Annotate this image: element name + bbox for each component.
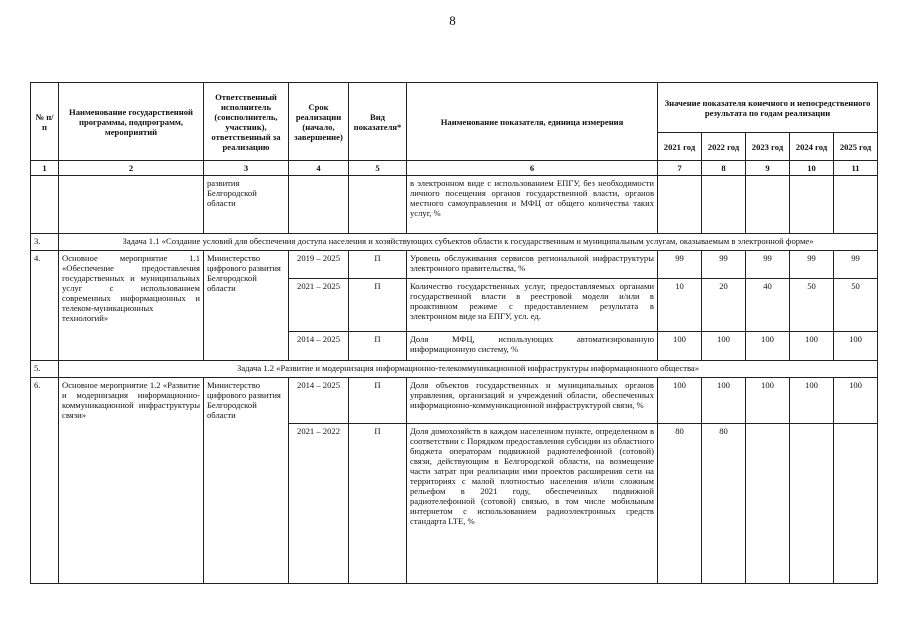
type-cell: П	[349, 251, 407, 279]
value-cell: 50	[834, 279, 878, 332]
value-cell: 40	[746, 279, 790, 332]
value-cell: 99	[658, 251, 702, 279]
type-cell: П	[349, 378, 407, 424]
column-number: 5	[349, 161, 407, 176]
term-cell: 2021 – 2025	[289, 279, 349, 332]
row-number: 5.	[31, 361, 59, 378]
value-cell: 99	[746, 251, 790, 279]
program-table	[30, 82, 878, 584]
header-name: Наименование государственной программы, подпрограмм, мероприятий	[59, 83, 204, 161]
value-cell: 50	[790, 279, 834, 332]
value-cell: 99	[702, 251, 746, 279]
indicator-cell: Уровень обслуживания сервисов региональной инфраструктуры электронного правительства, %	[407, 251, 658, 279]
value-cell: 100	[834, 378, 878, 424]
row-number: 3.	[31, 234, 59, 251]
row-number: 6.	[31, 378, 59, 584]
header-year: 2025 год	[834, 133, 878, 161]
value-cell: 100	[790, 332, 834, 361]
column-number: 2	[59, 161, 204, 176]
value-cell: 100	[702, 378, 746, 424]
column-number: 9	[746, 161, 790, 176]
activity-name: Основное мероприятие 1.1 «Обеспечение предоставления государственных и муниципальных услуг с использованием современных информационных и телеком-муникационных технологий»	[59, 251, 204, 361]
value-cell: 100	[702, 332, 746, 361]
value-cell	[834, 424, 878, 584]
task-row	[31, 234, 878, 251]
column-number: 11	[834, 161, 878, 176]
responsible-cell: развития Белгородской области	[204, 176, 289, 234]
value-cell: 80	[702, 424, 746, 584]
indicator-cell: Доля домохозяйств в каждом населенном пункте, определенном в соответствии с Порядком предоставления субсидии из областного бюджета операторам подвижной радиотелефонной (сотовой) связи, действующим в Белгородской области, на возмещение части затрат при реализации ими проектов расширения сети на территориях с малой плотностью населения и/или сложным рельефом в 2021 году, обеспеченных подвижной радиотелефонной (сотовой) связью, в том числе мобильным интернетом с использованием радиоэлектронных средств стандарта LTE, %	[407, 424, 658, 584]
responsible-cell: Министерство цифрового развития Белгородской области	[204, 251, 289, 361]
task-row	[31, 361, 878, 378]
indicator-cell: Доля объектов государственных и муниципальных органов управления, организаций и учреждений области, обеспеченных информационно-коммуникационной инфраструктурой связи, %	[407, 378, 658, 424]
value-cell: 100	[746, 332, 790, 361]
term-cell: 2021 – 2022	[289, 424, 349, 584]
column-number: 1	[31, 161, 59, 176]
type-cell: П	[349, 279, 407, 332]
responsible-cell: Министерство цифрового развития Белгородской области	[204, 378, 289, 584]
value-cell	[790, 424, 834, 584]
table-row	[31, 176, 878, 234]
value-cell: 100	[658, 332, 702, 361]
value-cell: 100	[746, 378, 790, 424]
value-cell: 80	[658, 424, 702, 584]
value-cell: 10	[658, 279, 702, 332]
header-indicator: Наименование показателя, единица измерения	[407, 83, 658, 161]
value-cell	[746, 424, 790, 584]
header-responsible: Ответственный исполнитель (соисполнитель, участник), ответственный за реализацию	[204, 83, 289, 161]
term-cell: 2014 – 2025	[289, 332, 349, 361]
header-year: 2022 год	[702, 133, 746, 161]
column-number: 3	[204, 161, 289, 176]
row-number: 4.	[31, 251, 59, 361]
value-cell: 99	[790, 251, 834, 279]
column-number: 4	[289, 161, 349, 176]
header-year: 2021 год	[658, 133, 702, 161]
value-cell: 20	[702, 279, 746, 332]
column-number: 8	[702, 161, 746, 176]
column-number: 7	[658, 161, 702, 176]
type-cell: П	[349, 332, 407, 361]
task-text: Задача 1.1 «Создание условий для обеспечения доступа населения и хозяйствующих субъектов области к государственным и муниципальным услугам, оказываемым в электронной форме»	[59, 234, 878, 251]
value-cell: 100	[658, 378, 702, 424]
table-row	[31, 251, 878, 279]
header-num: № п/п	[31, 83, 59, 161]
term-cell: 2019 – 2025	[289, 251, 349, 279]
value-cell: 100	[790, 378, 834, 424]
value-cell: 99	[834, 251, 878, 279]
column-number: 6	[407, 161, 658, 176]
indicator-cell: в электронном виде с использованием ЕПГУ, без необходимости личного посещения органов государственной власти, органов местного самоуправления и МФЦ от общего количества таких услуг, %	[407, 176, 658, 234]
type-cell: П	[349, 424, 407, 584]
indicator-cell: Доля МФЦ, использующих автоматизированную информационную систему, %	[407, 332, 658, 361]
page-number: 8	[449, 13, 456, 28]
header-values: Значение показателя конечного и непосредственного результата по годам реализации	[658, 83, 878, 133]
task-text: Задача 1.2 «Развитие и модернизация информационно-телекоммуникационной инфраструктуры информационного общества»	[59, 361, 878, 378]
activity-name: Основное мероприятие 1.2 «Развитие и модернизация информационно-коммуникационной инфраструктуры связи»	[59, 378, 204, 584]
header-year: 2023 год	[746, 133, 790, 161]
indicator-cell: Количество государственных услуг, предоставляемых органами государственной власти в реестровой модели и/или в проактивном режиме с предоставлением результата в электронном виде на ЕПГУ, усл. ед.	[407, 279, 658, 332]
value-cell: 100	[834, 332, 878, 361]
header-year: 2024 год	[790, 133, 834, 161]
table-row	[31, 378, 878, 424]
header-type: Вид показателя*	[349, 83, 407, 161]
column-number: 10	[790, 161, 834, 176]
term-cell: 2014 – 2025	[289, 378, 349, 424]
header-term: Срок реализации (начало, завершение)	[289, 83, 349, 161]
